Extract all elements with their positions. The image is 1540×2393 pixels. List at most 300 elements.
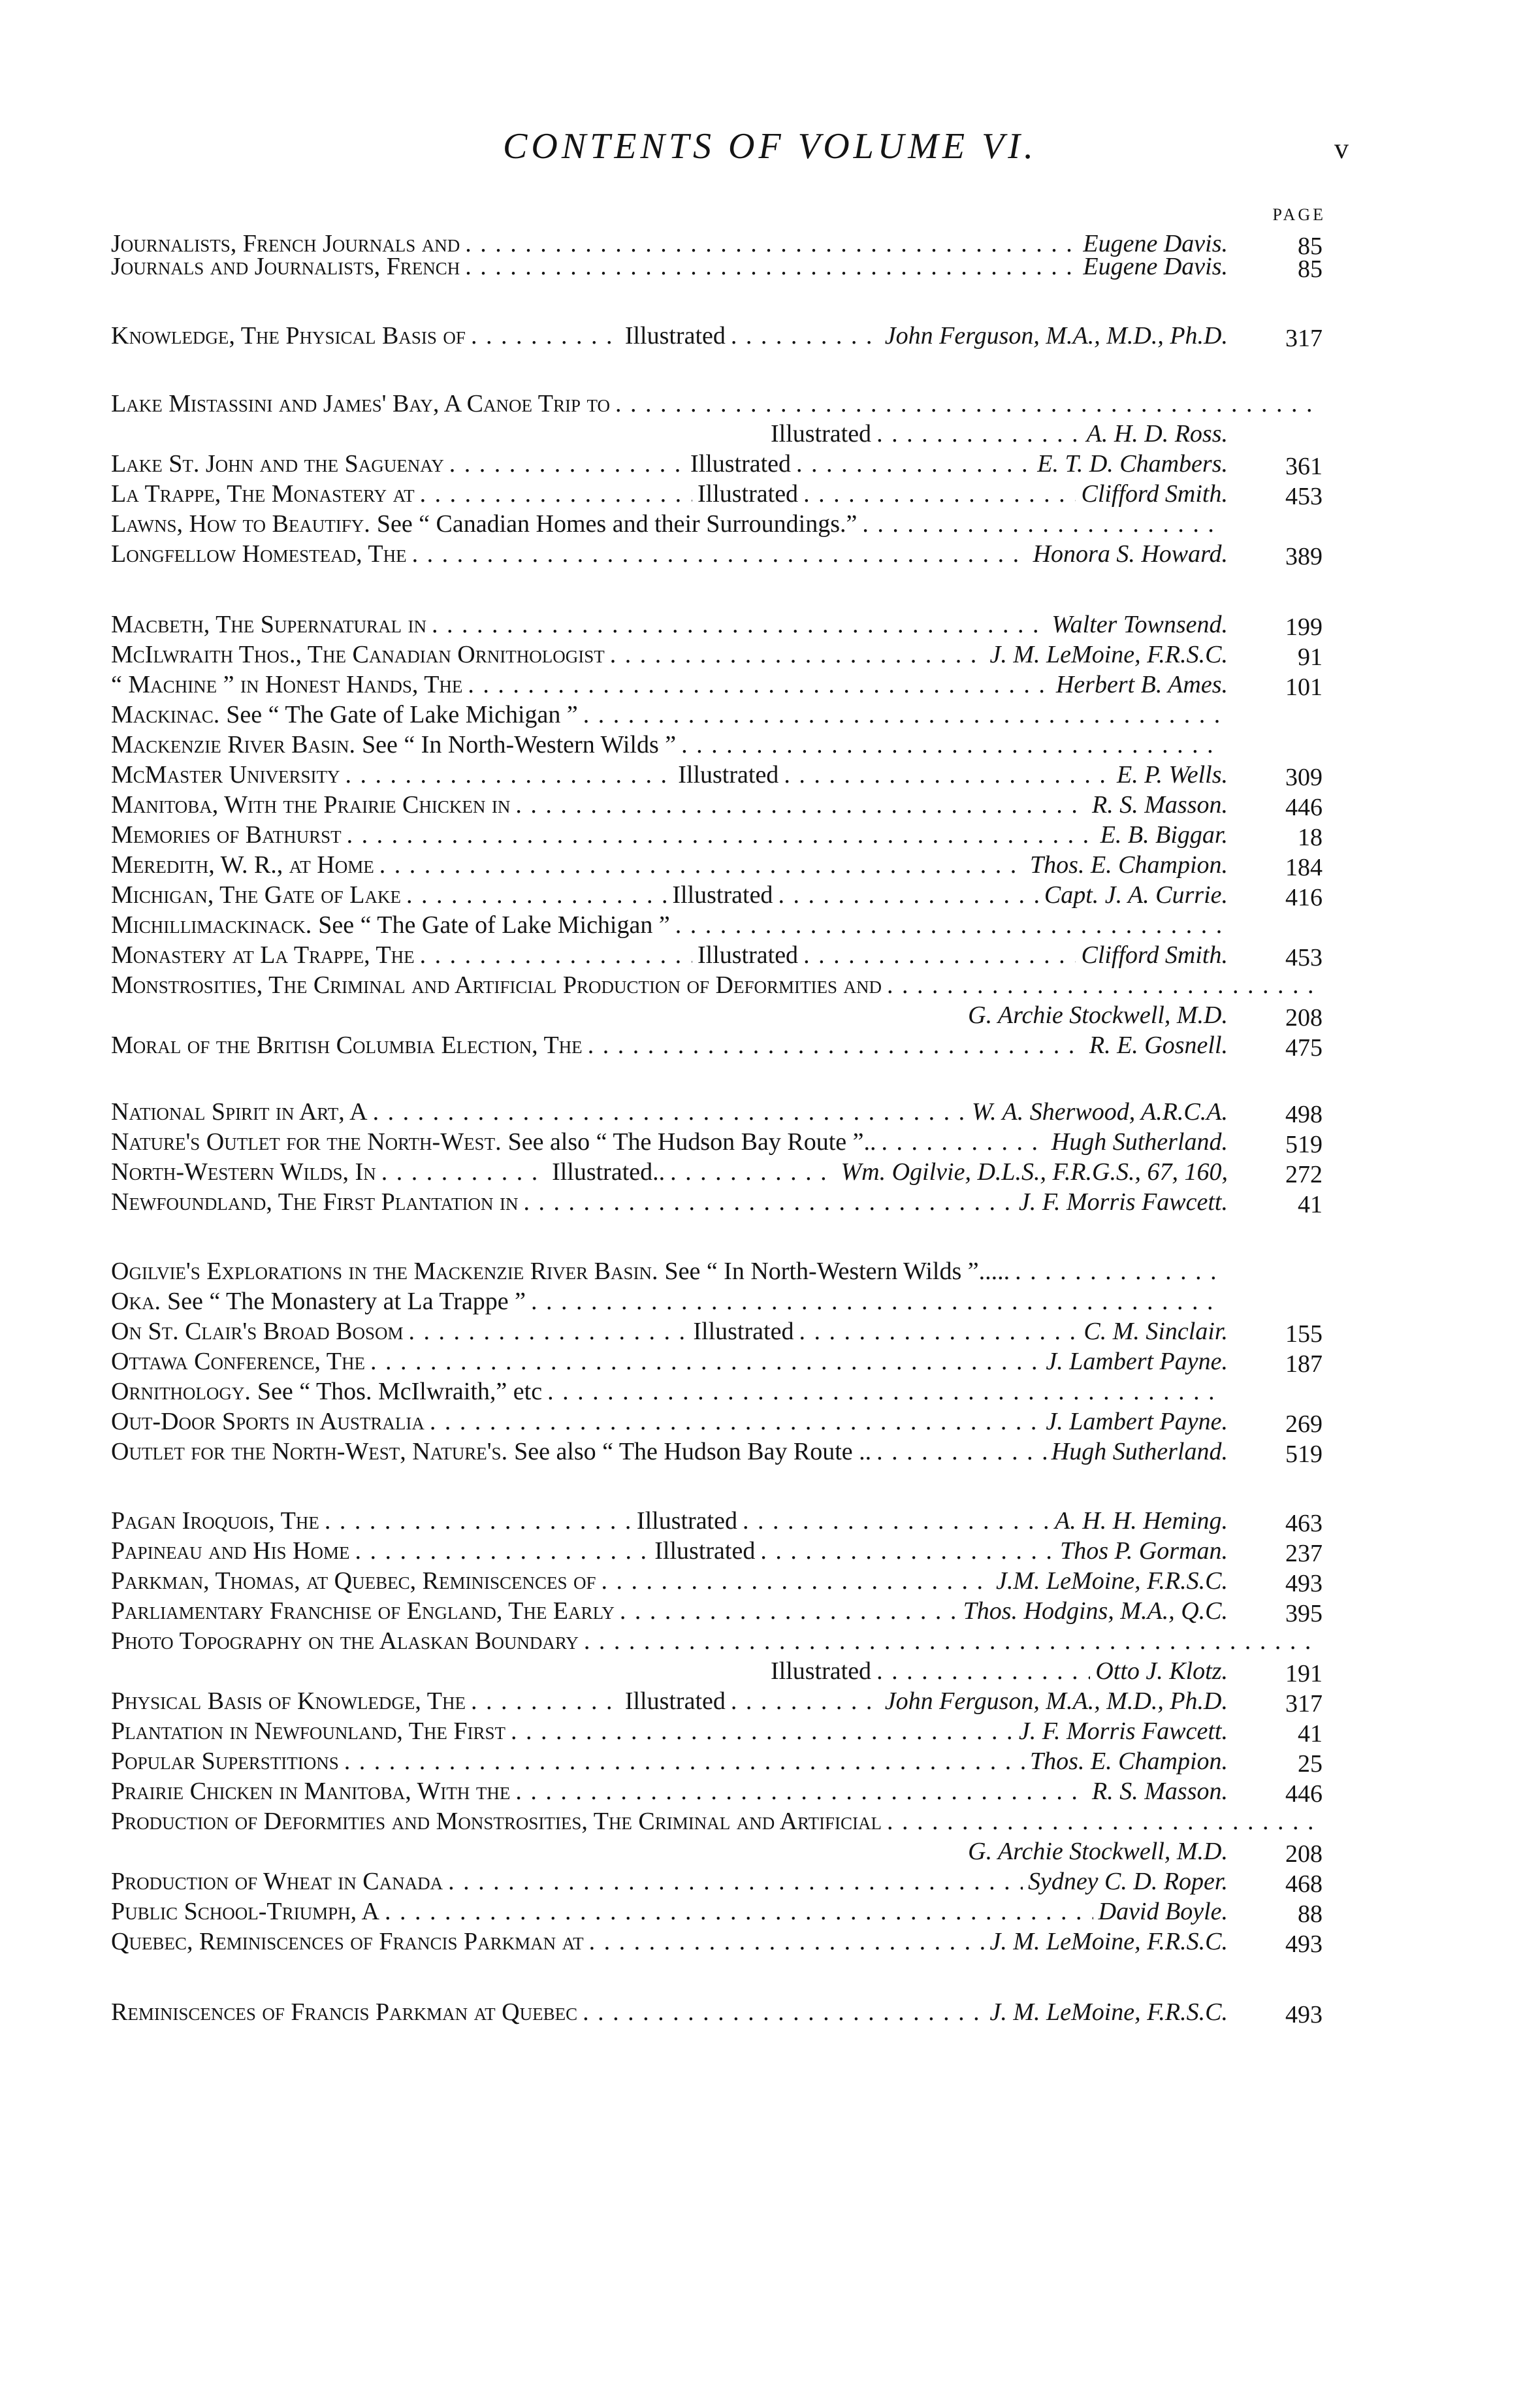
leader-dots [406, 881, 667, 909]
entry-title: Parliamentary Franchise of England, The Early [111, 1597, 615, 1625]
entry-line [111, 640, 1228, 674]
entry-title: Out-Door Sports in Australia [111, 1408, 425, 1435]
page-column-label: PAGE [1272, 205, 1326, 224]
toc-entry [111, 1257, 1326, 1291]
entry-note: See “ The Gate of Lake Michigan ” [226, 701, 578, 728]
entry-title: Pagan Iroquois, The [111, 1507, 319, 1535]
page-number-ref: 18 [1298, 824, 1323, 851]
entry-title: Prairie Chicken in Manitoba, With the [111, 1778, 511, 1805]
page-number-ref: 468 [1285, 1870, 1323, 1898]
entry-line [111, 1998, 1228, 2032]
leader-dots [876, 419, 1082, 448]
entry-author: Walter Townsend. [1051, 611, 1228, 638]
toc-entry [111, 1897, 1326, 1931]
page-number-ref: 272 [1285, 1161, 1323, 1188]
entry-author: W. A. Sherwood, A.R.C.A. [972, 1098, 1228, 1126]
toc-entry [111, 640, 1326, 674]
entry-title: National Spirit in Art, A [111, 1098, 368, 1126]
entry-line [111, 851, 1228, 885]
entry-author: Capt. J. A. Currie. [1044, 881, 1228, 909]
entry-line [111, 1867, 1228, 1901]
entry-line [111, 1188, 1228, 1222]
leader-dots [448, 1867, 1023, 1896]
entry-line [111, 1287, 1228, 1321]
toc-entry [111, 540, 1326, 574]
toc-entry [111, 389, 1326, 448]
leader-dots [1015, 1257, 1223, 1286]
entry-author: Otto J. Klotz. [1095, 1657, 1228, 1685]
page-number-ref: 453 [1285, 944, 1323, 971]
toc-entry [111, 1377, 1326, 1411]
illustrated-label: Illustrated [636, 1507, 737, 1535]
toc-entry [111, 1777, 1326, 1811]
leader-dots [408, 1317, 688, 1346]
entry-author: Clifford Smith. [1081, 480, 1228, 508]
entry-line [111, 700, 1228, 734]
entry-author: J. F. Morris Fawcett. [1018, 1188, 1228, 1216]
toc-entry [111, 1287, 1326, 1321]
leader-dots [760, 1537, 1055, 1565]
entry-line [111, 321, 1228, 355]
entry-author: Eugene Davis. [1083, 230, 1228, 257]
page-number-ref: 88 [1298, 1900, 1323, 1928]
toc-entry [111, 730, 1326, 764]
entry-title: Mackenzie River Basin. [111, 731, 355, 758]
entry-author: Honora S. Howard. [1033, 540, 1228, 568]
toc-entry [111, 760, 1326, 794]
leader-dots [743, 1506, 1050, 1535]
page-number-ref: 317 [1285, 325, 1323, 352]
leader-dots [588, 1031, 1084, 1060]
leader-dots [584, 1627, 1321, 1655]
entry-author: Sydney C. D. Roper. [1027, 1868, 1228, 1895]
page-number-ref: 453 [1285, 483, 1323, 510]
page-number-ref: 184 [1285, 854, 1323, 881]
entry-title: Newfoundland, The First Plantation in [111, 1188, 519, 1216]
toc-entry [111, 700, 1326, 734]
entry-title: Nature's Outlet for the North-West. [111, 1128, 502, 1156]
entry-line [111, 480, 1228, 513]
leader-dots [345, 760, 673, 789]
entry-note: See “ Canadian Homes and their Surroundings.” [376, 510, 858, 538]
entry-title: McIlwraith Thos., The Canadian Ornithologist [111, 641, 605, 668]
toc-entry [111, 1998, 1326, 2032]
toc-entry [111, 321, 1326, 355]
leader-dots [381, 1158, 547, 1186]
entry-title: Journals and Journalists, French [111, 253, 460, 280]
entry-title: McMaster University [111, 761, 340, 789]
entry-line [111, 670, 1228, 704]
entry-author: A. H. D. Ross. [1086, 420, 1228, 448]
leader-dots [515, 790, 1087, 819]
illustrated-label: Illustrated [771, 420, 872, 448]
page-number-ref: 85 [1298, 233, 1323, 260]
entry-line [111, 1897, 1228, 1931]
entry-line [111, 1717, 1228, 1751]
page-number-ref: 446 [1285, 1780, 1323, 1808]
leader-dots [355, 1537, 650, 1565]
illustrated-label: Illustrated [771, 1657, 872, 1685]
page-number-ref: 416 [1285, 884, 1323, 911]
entry-title: “ Machine ” in Honest Hands, The [111, 671, 463, 698]
entry-title: Memories of Bathurst [111, 821, 342, 849]
entry-title: Michigan, The Gate of Lake [111, 881, 401, 909]
entry-line [111, 1317, 1228, 1351]
entry-title: Michillimackinack. [111, 911, 312, 939]
entry-author: J. M. LeMoine, F.R.S.C. [989, 1928, 1228, 1955]
entry-author: E. B. Biggar. [1100, 821, 1228, 849]
entry-author: J.M. LeMoine, F.R.S.C. [996, 1567, 1228, 1595]
entry-line [111, 1807, 1326, 1841]
entry-author: Thos. Hodgins, M.A., Q.C. [963, 1597, 1228, 1625]
page-number-ref: 475 [1285, 1034, 1323, 1062]
toc-entry [111, 670, 1326, 704]
entry-author: J. Lambert Payne. [1046, 1348, 1228, 1375]
leader-dots [547, 1377, 1223, 1406]
toc-entry [111, 941, 1326, 975]
leader-dots [876, 1437, 1046, 1466]
entry-author: David Boyle. [1098, 1898, 1228, 1925]
entry-line [111, 1747, 1228, 1781]
toc-entry [111, 1188, 1326, 1222]
toc-entry [111, 1807, 1326, 1868]
toc-entry [111, 1506, 1326, 1540]
entry-line [111, 1377, 1228, 1411]
leader-dots [670, 1158, 835, 1186]
entry-note: See “ In North-Western Wilds ”..... [664, 1258, 1010, 1285]
leader-dots [531, 1287, 1223, 1316]
page-number-ref: 519 [1285, 1131, 1323, 1158]
leader-dots [876, 1657, 1090, 1685]
leader-dots [778, 881, 1038, 909]
leader-dots [432, 610, 1046, 639]
entry-line [111, 540, 1228, 574]
toc-entry [111, 971, 1326, 1032]
page-number-ref: 493 [1285, 1570, 1323, 1597]
entry-author: Herbert B. Ames. [1055, 671, 1228, 698]
illustrated-label: Illustrated [624, 1687, 726, 1715]
entry-author: Thos. E. Champion. [1030, 851, 1228, 879]
entry-author: Eugene Davis. [1083, 253, 1228, 280]
entry-line [111, 1627, 1326, 1661]
page-number-ref: 155 [1285, 1320, 1323, 1348]
leader-dots [385, 1897, 1093, 1926]
leader-dots [511, 1717, 1014, 1746]
toc-entry [111, 1867, 1326, 1901]
page-number-ref: 269 [1285, 1410, 1323, 1438]
entry-title: Longfellow Homestead, The [111, 540, 407, 568]
entry-line [111, 449, 1228, 483]
entry-title: La Trappe, The Monastery at [111, 480, 415, 508]
leader-dots [731, 321, 880, 350]
entry-author: Clifford Smith. [1081, 941, 1228, 969]
toc-entry [111, 1098, 1326, 1131]
entry-title: Public School-Triumph, A [111, 1898, 379, 1925]
page-number-ref: 519 [1285, 1441, 1323, 1468]
entry-author: J. F. Morris Fawcett. [1018, 1717, 1228, 1745]
entry-title: Ogilvie's Explorations in the Mackenzie River Basin. [111, 1258, 658, 1285]
entry-line [111, 1098, 1228, 1131]
leader-dots [862, 510, 1223, 538]
entry-author: E. T. D. Chambers. [1037, 450, 1228, 478]
entry-note: See “ The Monastery at La Trappe ” [167, 1288, 526, 1315]
entry-line-continued [771, 1657, 1228, 1691]
entry-title: Parkman, Thomas, at Quebec, Reminiscences of [111, 1567, 596, 1595]
leader-dots [515, 1777, 1087, 1806]
leader-dots [524, 1188, 1014, 1216]
toc-entry [111, 1317, 1326, 1351]
leader-dots [465, 252, 1078, 281]
leader-dots [449, 449, 685, 478]
leader-dots [412, 540, 1028, 568]
page-number-ref: 309 [1285, 764, 1323, 791]
leader-dots [468, 670, 1050, 699]
entry-author: G. Archie Stockwell, M.D. [968, 1001, 1228, 1029]
page-number-ref: 85 [1298, 255, 1323, 283]
leader-dots [344, 1747, 1025, 1776]
toc-entry [111, 821, 1326, 855]
entry-title: Lake St. John and the Saguenay [111, 450, 444, 478]
entry-title: Journalists, French Journals and [111, 230, 460, 257]
entry-title: Papineau and His Home [111, 1537, 350, 1565]
page-number-ref: 25 [1298, 1750, 1323, 1778]
leader-dots [784, 760, 1112, 789]
entry-author: R. S. Masson. [1092, 791, 1228, 819]
leader-dots [471, 321, 620, 350]
leader-dots [589, 1927, 985, 1956]
leader-dots [471, 1687, 620, 1716]
toc-entry [111, 252, 1326, 286]
toc-entry [111, 1158, 1326, 1192]
leader-dots [347, 821, 1095, 849]
leader-dots [602, 1567, 991, 1595]
entry-note: See “ In North-Western Wilds ” [361, 731, 677, 758]
leader-dots [882, 1128, 1046, 1156]
entry-line [111, 1567, 1228, 1601]
entry-line [111, 252, 1228, 286]
page-number-ref: 101 [1285, 674, 1323, 701]
illustrated-label: Illustrated [693, 1318, 794, 1345]
entry-title: Ottawa Conference, The [111, 1348, 365, 1375]
toc-entry [111, 1128, 1326, 1162]
leader-dots [796, 449, 1032, 478]
leader-dots [420, 941, 692, 969]
entry-line [111, 790, 1228, 824]
leader-dots [583, 1998, 984, 2027]
toc-entry [111, 881, 1326, 915]
toc-entry [111, 1437, 1326, 1471]
leader-dots [420, 480, 692, 508]
entry-author: R. E. Gosnell. [1089, 1032, 1228, 1059]
leader-dots [887, 1807, 1321, 1836]
entry-line [111, 1347, 1228, 1381]
entry-line [111, 389, 1326, 423]
illustrated-label: Illustrated [624, 322, 726, 350]
page-number-ref: 208 [1285, 1004, 1323, 1032]
leader-dots [370, 1347, 1040, 1376]
toc-entry [111, 510, 1326, 544]
leader-dots [620, 1597, 958, 1625]
page-number-ref: 493 [1285, 1930, 1323, 1958]
page-number-ref: 389 [1285, 543, 1323, 570]
entry-line [111, 510, 1228, 544]
entry-note: See also “ The Hudson Bay Route .. [514, 1438, 872, 1465]
entry-title: Meredith, W. R., at Home [111, 851, 374, 879]
entry-author: J. M. LeMoine, F.R.S.C. [989, 1998, 1228, 2026]
entry-author: Hugh Sutherland. [1051, 1438, 1228, 1465]
entry-title: Manitoba, With the Prairie Chicken in [111, 791, 511, 819]
leader-dots [373, 1098, 967, 1126]
leader-dots [731, 1687, 880, 1716]
toc-entry [111, 449, 1326, 483]
page-number-ref: 317 [1285, 1690, 1323, 1717]
page-number: v [1334, 133, 1349, 165]
page-number-ref: 199 [1285, 613, 1323, 641]
toc-entry [111, 1347, 1326, 1381]
illustrated-label: Illustrated [698, 941, 799, 969]
entry-line [111, 1927, 1228, 1961]
illustrated-label: Illustrated.. [552, 1158, 666, 1186]
entry-title: Lake Mistassini and James' Bay, A Canoe Trip to [111, 390, 610, 417]
entry-title: Ornithology. [111, 1378, 251, 1405]
entry-title: Lawns, How to Beautify. [111, 510, 370, 538]
entry-line [111, 1597, 1228, 1631]
entry-title: Monastery at La Trappe, The [111, 941, 415, 969]
entry-title: On St. Clair's Broad Bosom [111, 1318, 404, 1345]
entry-title: Photo Topography on the Alaskan Boundary [111, 1627, 579, 1655]
entry-author: John Ferguson, M.A., M.D., Ph.D. [884, 322, 1228, 350]
entry-line [111, 610, 1228, 644]
entry-note: See “ Thos. McIlwraith,” etc [257, 1378, 543, 1405]
illustrated-label: Illustrated [672, 881, 773, 909]
entry-line [111, 971, 1326, 1005]
illustrated-label: Illustrated [698, 480, 799, 508]
entry-title: North-Western Wilds, In [111, 1158, 376, 1186]
leader-dots [430, 1407, 1040, 1436]
entry-author: Thos. E. Champion. [1030, 1748, 1228, 1775]
page-number-ref: 91 [1298, 643, 1323, 671]
entry-author: Hugh Sutherland. [1051, 1128, 1228, 1156]
toc-entry [111, 1031, 1326, 1065]
leader-dots [803, 480, 1076, 508]
page-number-ref: 187 [1285, 1350, 1323, 1378]
toc-entry [111, 610, 1326, 644]
leader-dots [325, 1506, 632, 1535]
entry-line [111, 911, 1228, 945]
entry-line [111, 1158, 1228, 1192]
entry-author: Wm. Ogilvie, D.L.S., F.R.G.S., 67, 160, [841, 1158, 1228, 1186]
entry-author: C. M. Sinclair. [1083, 1318, 1228, 1345]
page-number-ref: 493 [1285, 2001, 1323, 2028]
leader-dots [379, 851, 1025, 879]
toc-entry [111, 1537, 1326, 1571]
page-number-ref: 41 [1298, 1191, 1323, 1218]
entry-author: J. M. LeMoine, F.R.S.C. [989, 641, 1228, 668]
entry-line [111, 1257, 1228, 1291]
toc-entry [111, 1747, 1326, 1781]
illustrated-label: Illustrated [654, 1537, 756, 1565]
entry-note: See also “ The Hudson Bay Route ”.. [507, 1128, 876, 1156]
entry-title: Physical Basis of Knowledge, The [111, 1687, 466, 1715]
entry-line [111, 1537, 1228, 1571]
entry-line [111, 1437, 1228, 1471]
toc-entry [111, 851, 1326, 885]
entry-line [111, 1407, 1228, 1441]
entry-line [111, 1031, 1228, 1065]
entry-line [111, 1687, 1228, 1721]
toc-entry [111, 1597, 1326, 1631]
entry-title: Mackinac. [111, 701, 220, 728]
entry-line [111, 821, 1228, 855]
page-number-ref: 191 [1285, 1660, 1323, 1687]
entry-line-continued [895, 1001, 1228, 1035]
toc-entry [111, 790, 1326, 824]
entry-line [111, 881, 1228, 915]
entry-title: Moral of the British Columbia Election, The [111, 1032, 583, 1059]
entry-title: Knowledge, The Physical Basis of [111, 322, 466, 350]
toc-entry [111, 1627, 1326, 1687]
entry-author: Thos P. Gorman. [1060, 1537, 1228, 1565]
entry-line-continued [895, 1837, 1228, 1871]
toc-entry [111, 480, 1326, 513]
entry-line [111, 730, 1228, 764]
illustrated-label: Illustrated [678, 761, 779, 789]
toc-entry [111, 911, 1326, 945]
entry-author: G. Archie Stockwell, M.D. [968, 1838, 1228, 1865]
page-title: CONTENTS OF VOLUME VI. [503, 126, 1037, 167]
entry-title: Oka. [111, 1288, 161, 1315]
page-number-ref: 237 [1285, 1540, 1323, 1567]
leader-dots [681, 730, 1223, 759]
toc-entry [111, 1927, 1326, 1961]
toc-entry [111, 1687, 1326, 1721]
page-number-ref: 361 [1285, 453, 1323, 480]
leader-dots [887, 971, 1321, 1000]
entry-line [111, 1128, 1228, 1162]
illustrated-label: Illustrated [690, 450, 792, 478]
toc-entry [111, 1717, 1326, 1751]
entry-title: Production of Deformities and Monstrosities, The Criminal and Artificial [111, 1808, 882, 1835]
leader-dots [615, 389, 1321, 418]
page-number-ref: 395 [1285, 1600, 1323, 1627]
entry-title: Monstrosities, The Criminal and Artificial Production of Deformities and [111, 971, 882, 999]
entry-line [111, 760, 1228, 794]
entry-title: Popular Superstitions [111, 1748, 339, 1775]
entry-title: Plantation in Newfounland, The First [111, 1717, 506, 1745]
entry-author: John Ferguson, M.A., M.D., Ph.D. [884, 1687, 1228, 1715]
page-number-ref: 208 [1285, 1840, 1323, 1868]
entry-line [111, 1777, 1228, 1811]
entry-note: See “ The Gate of Lake Michigan ” [318, 911, 670, 939]
leader-dots [675, 911, 1223, 939]
leader-dots [803, 941, 1076, 969]
entry-line [111, 941, 1228, 975]
entry-author: E. P. Wells. [1117, 761, 1228, 789]
entry-line-continued [771, 419, 1228, 453]
page-number-ref: 498 [1285, 1101, 1323, 1128]
entry-title: Production of Wheat in Canada [111, 1868, 443, 1895]
page-number-ref: 446 [1285, 794, 1323, 821]
entry-title: Quebec, Reminiscences of Francis Parkman at [111, 1928, 584, 1955]
entry-author: R. S. Masson. [1092, 1778, 1228, 1805]
toc-entry [111, 1567, 1326, 1601]
page-number-ref: 463 [1285, 1510, 1323, 1537]
page-number-ref: 41 [1298, 1720, 1323, 1748]
leader-dots [799, 1317, 1078, 1346]
leader-dots [583, 700, 1223, 729]
entry-title: Macbeth, The Supernatural in [111, 611, 426, 638]
entry-author: A. H. H. Heming. [1055, 1507, 1228, 1535]
